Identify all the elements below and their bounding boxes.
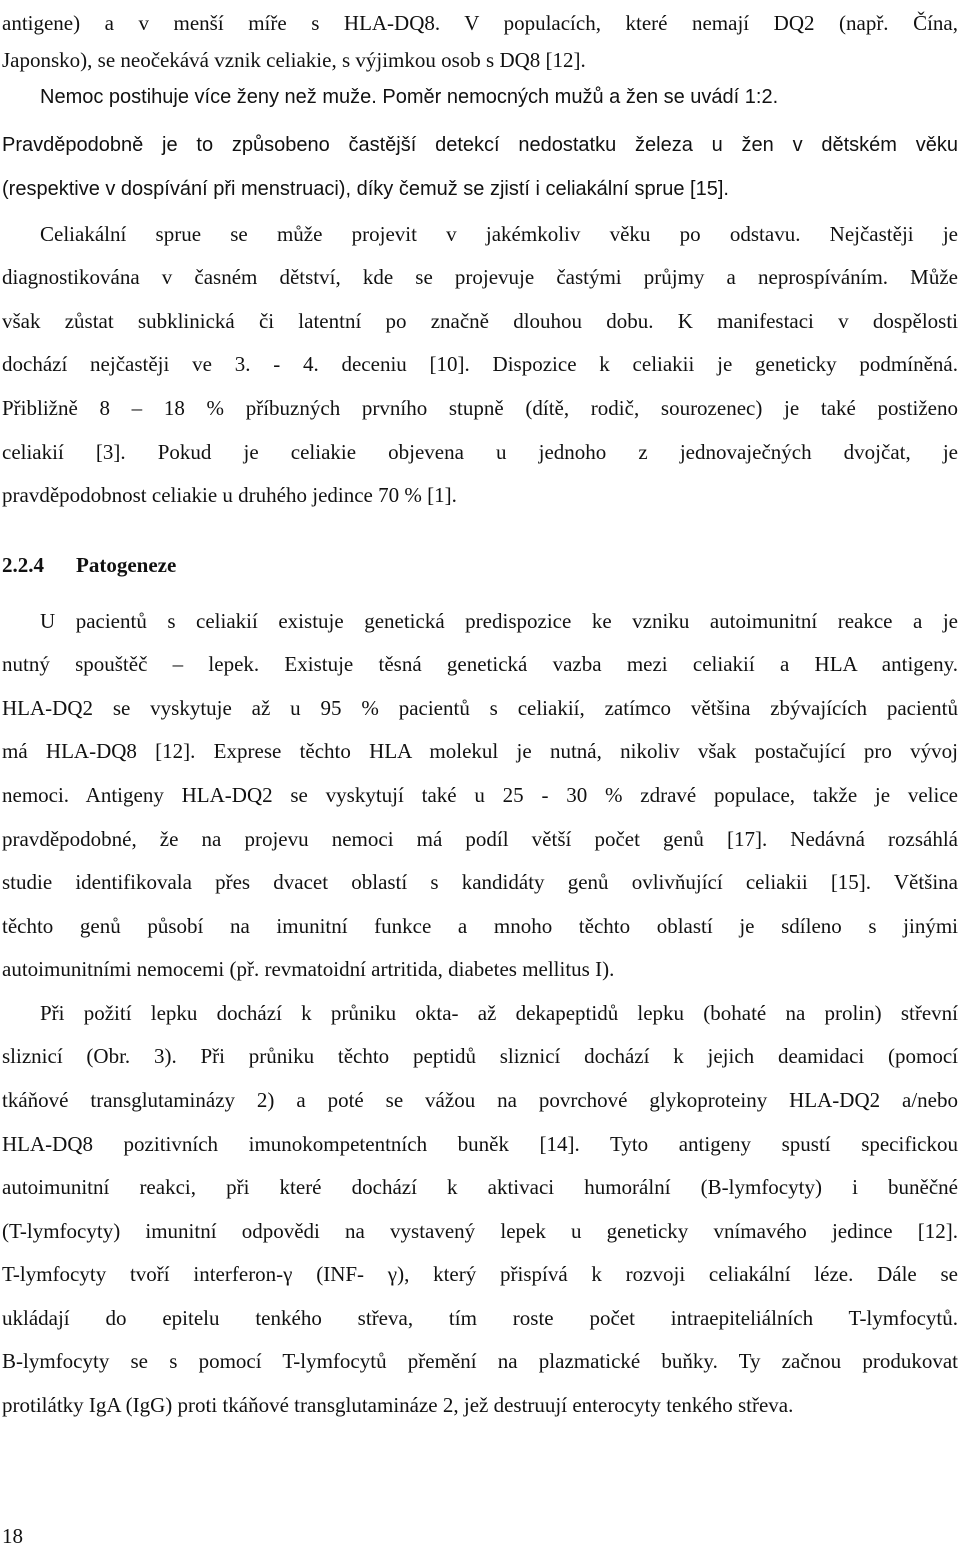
text-line: těchto genů působí na imunitní funkce a mnoho těchto oblastí je sdíleno s jinými — [2, 914, 958, 938]
text-line: antigene) a v menší míře s HLA-DQ8. V populacích, které nemají DQ2 (např. Čína, — [2, 11, 958, 35]
text-line: autoimunitními nemocemi (př. revmatoidní artritida, diabetes mellitus I). — [2, 957, 615, 981]
text-line: nemoci. Antigeny HLA-DQ2 se vyskytují také u 25 - 30 % zdravé populace, takže je velice — [2, 783, 958, 807]
text-line: celiakií [3]. Pokud je celiakie objevena u jednoho z jednovaječných dvojčat, je — [2, 440, 958, 464]
text-line: pravděpodobné, že na projevu nemoci má podíl větší počet genů [17]. Nedávná rozsáhlá — [2, 827, 958, 851]
text-line: pravděpodobnost celiakie u druhého jedince 70 % [1]. — [2, 483, 457, 507]
text-line: ukládají do epitelu tenkého střeva, tím roste počet intraepiteliálních T-lymfocytů. — [2, 1306, 958, 1330]
text-line: autoimunitní reakci, při které dochází k aktivaci humorální (B-lymfocyty) i buněčné — [2, 1175, 958, 1199]
text-line: U pacientů s celiakií existuje genetická predispozice ke vzniku autoimunitní reakce a je — [40, 609, 958, 633]
text-line: T-lymfocyty tvoří interferon-γ (INF- γ), který přispívá k rozvoji celiakální léze. Dále se — [2, 1262, 958, 1286]
text-line: Přibližně 8 – 18 % příbuzných prvního stupně (dítě, rodič, sourozenec) je také postiženo — [2, 396, 958, 420]
text-line: Celiakální sprue se může projevit v jakémkoliv věku po odstavu. Nejčastěji je — [40, 222, 958, 246]
text-line: (T-lymfocyty) imunitní odpovědi na vystavený lepek u geneticky vnímavého jedince [12]. — [2, 1219, 958, 1243]
text-line: dochází nejčastěji ve 3. - 4. deceniu [10]. Dispozice k celiakii je geneticky podmíněná. — [2, 352, 958, 376]
section-heading — [2, 552, 176, 578]
page-number: 18 — [2, 1524, 23, 1548]
text-line: (respektive v dospívání při menstruaci), díky čemuž se zjistí i celiakální sprue [15]. — [2, 178, 729, 200]
text-line: protilátky IgA (IgG) proti tkáňové transglutamináze 2, jež destruují enterocyty tenkého střeva. — [2, 1393, 794, 1417]
text-line: studie identifikovala přes dvacet oblastí s kandidáty genů ovlivňující celiakii [15]. Většina — [2, 870, 958, 894]
text-line: sliznicí (Obr. 3). Při průniku těchto peptidů sliznicí dochází k jejich deamidaci (pomocí — [2, 1044, 958, 1068]
text-line: B-lymfocyty se s pomocí T-lymfocytů přemění na plazmatické buňky. Ty začnou produkovat — [2, 1349, 958, 1373]
text-line: HLA-DQ8 pozitivních imunokompetentních buněk [14]. Tyto antigeny spustí specifickou — [2, 1132, 958, 1156]
text-line: však zůstat subklinická či latentní po značně dlouhou dobu. K manifestaci v dospělosti — [2, 309, 958, 333]
text-line: nutný spouštěč – lepek. Existuje těsná genetická vazba mezi celiakií a HLA antigeny. — [2, 652, 958, 676]
text-line: HLA-DQ2 se vyskytuje až u 95 % pacientů s celiakií, zatímco většina zbývajících pacientů — [2, 696, 958, 720]
section-title: Patogeneze — [76, 553, 177, 577]
text-line: tkáňové transglutaminázy 2) a poté se vážou na povrchové glykoproteiny HLA-DQ2 a/nebo — [2, 1088, 958, 1112]
text-line: diagnostikována v časném dětství, kde se projevuje častými průjmy a neprospíváním. Může — [2, 265, 958, 289]
section-number: 2.2.4 — [2, 553, 44, 577]
text-line: Nemoc postihuje více ženy než muže. Poměr nemocných mužů a žen se uvádí 1:2. — [40, 86, 779, 108]
text-line: Japonsko), se neočekává vznik celiakie, s výjimkou osob s DQ8 [12]. — [2, 48, 586, 72]
text-line: Při požití lepku dochází k průniku okta- až dekapeptidů lepku (bohaté na prolin) střevní — [40, 1001, 958, 1025]
text-line: má HLA-DQ8 [12]. Exprese těchto HLA molekul je nutná, nikoliv však postačující pro vývoj — [2, 739, 958, 763]
text-line: Pravděpodobně je to způsobeno častější detekcí nedostatku železa u žen v dětském věku — [2, 134, 958, 156]
